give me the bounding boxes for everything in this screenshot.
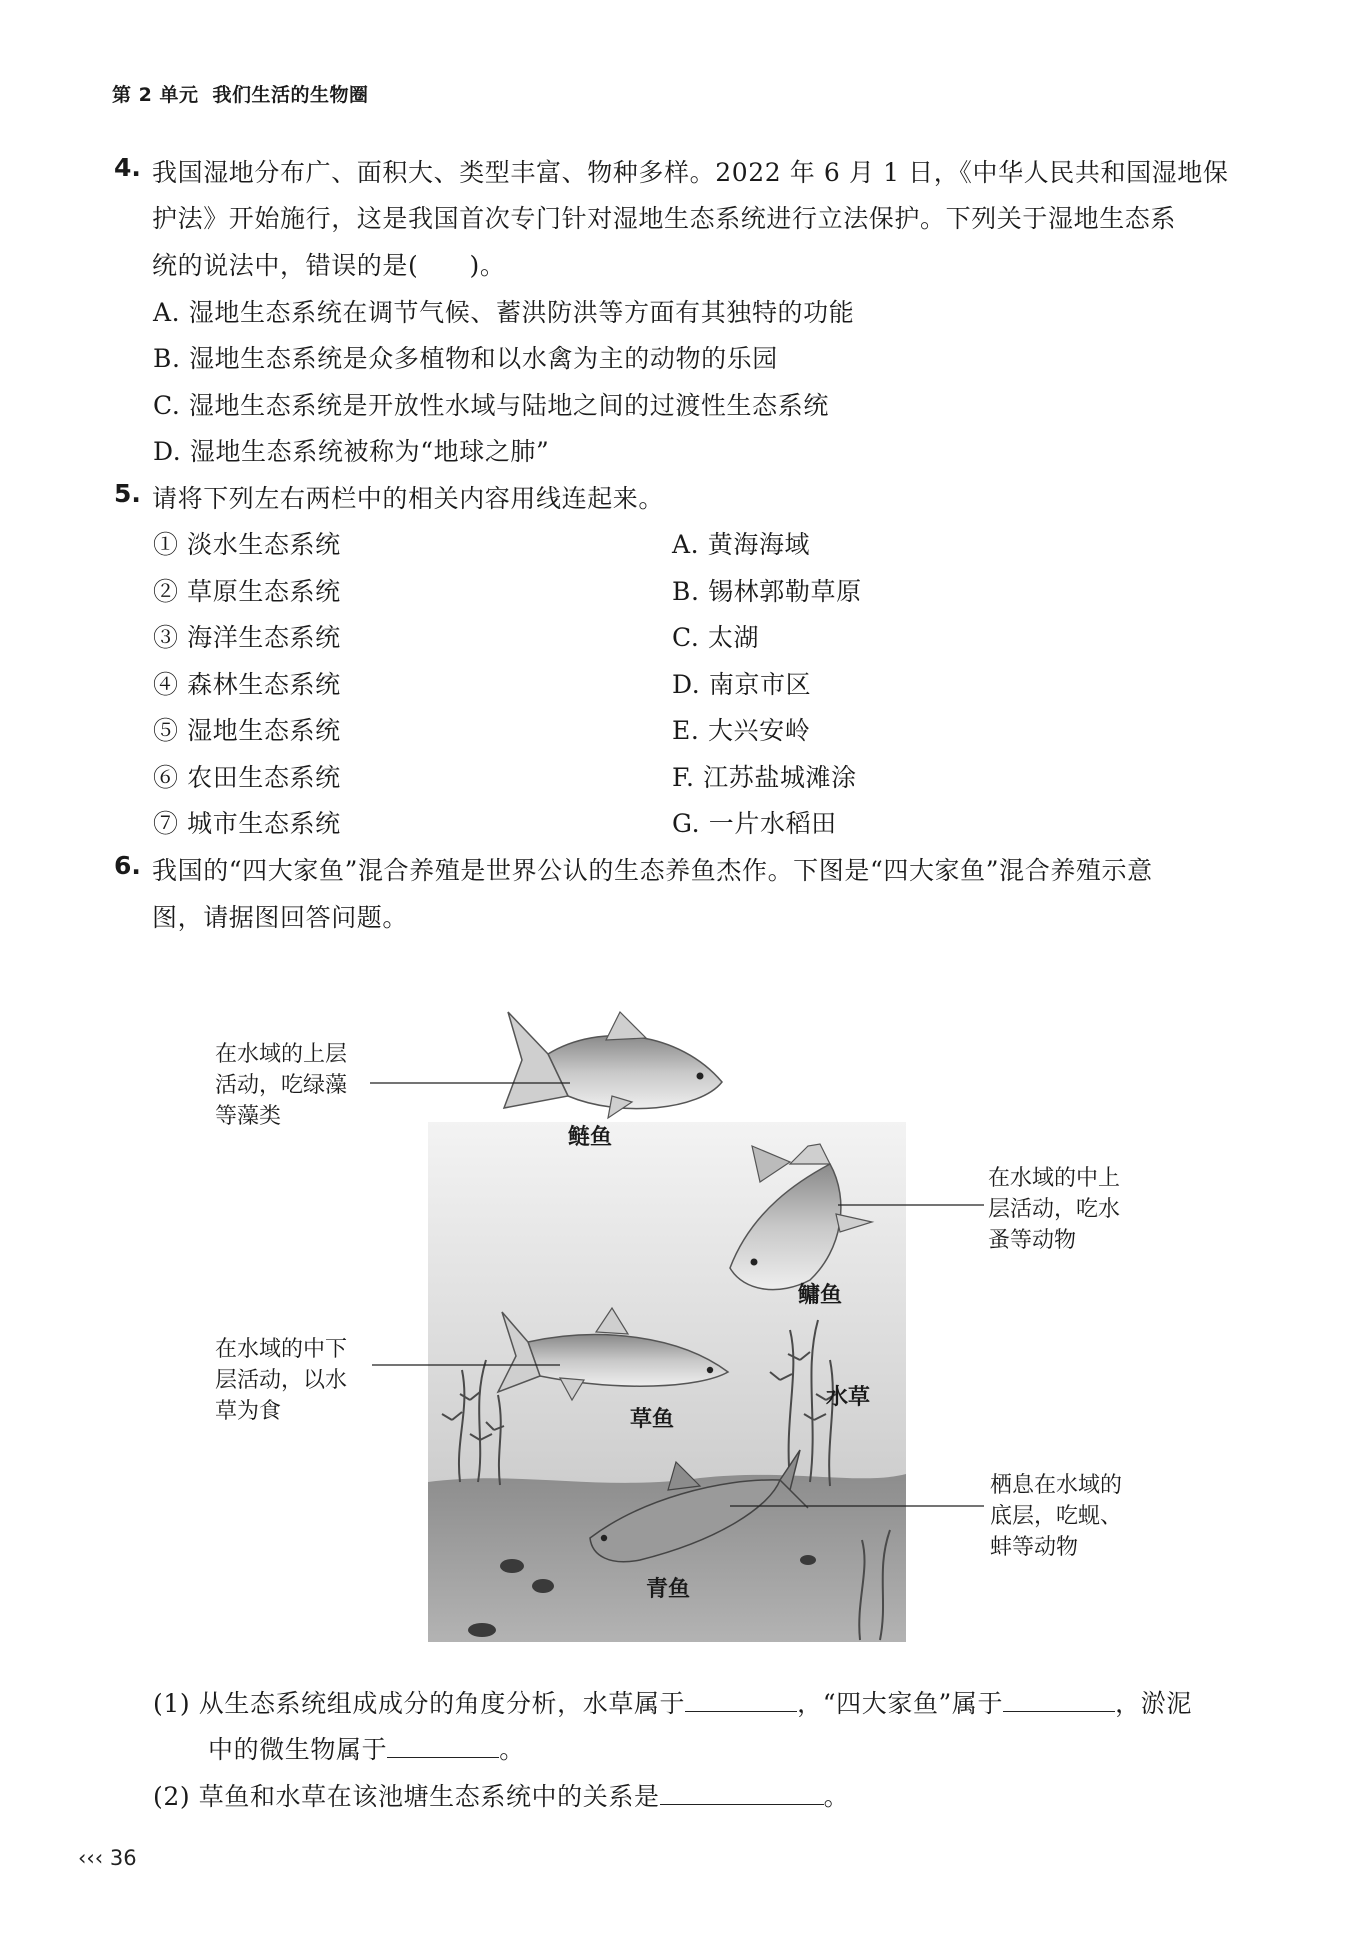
question-text-line: 我国的“四大家鱼”混合养殖是世界公认的生态养鱼杰作。下图是“四大家鱼”混合养殖示意: [152, 856, 1153, 885]
answer-blank[interactable]: [387, 1735, 499, 1758]
desc-line: 蚌等动物: [990, 1535, 1079, 1560]
question-prompt: 请将下列左右两栏中的相关内容用线连起来。: [152, 484, 665, 513]
left-item[interactable]: ① 淡水生态系统: [153, 530, 341, 559]
black-carp-name: 青鱼: [646, 1576, 691, 1602]
sub-text: 。: [499, 1735, 525, 1764]
page-arrows: ‹‹‹: [78, 1846, 104, 1870]
unit-number: 第 2 单元: [112, 84, 199, 106]
option-b: B. 湿地生态系统是众多植物和以水禽为主的动物的乐园: [153, 344, 778, 373]
option-a: A. 湿地生态系统在调节气候、蓄洪防洪等方面有其独特的功能: [153, 298, 855, 327]
sub-question-1-line2: [208, 1730, 525, 1766]
left-item[interactable]: ⑥ 农田生态系统: [153, 763, 341, 792]
desc-line: 蚤等动物: [988, 1228, 1077, 1253]
sub-text: ，“四大家鱼”属于: [797, 1689, 1004, 1718]
desc-line: 在水域的中上: [988, 1166, 1121, 1191]
silver-carp-name: 鲢鱼: [568, 1124, 613, 1150]
right-item[interactable]: C. 太湖: [672, 623, 760, 652]
desc-line: 等藻类: [215, 1104, 282, 1129]
sub-text: 中的微生物属于: [208, 1735, 388, 1764]
bighead-carp-name: 鳙鱼: [798, 1282, 843, 1308]
sub-text: 。: [823, 1782, 850, 1811]
sub-text: (1) 从生态系统组成成分的角度分析，水草属于: [153, 1689, 686, 1718]
question-number: 4.: [114, 153, 141, 182]
water-weed-name: 水草: [826, 1384, 871, 1410]
right-item[interactable]: D. 南京市区: [672, 670, 812, 699]
desc-line: 栖息在水域的: [990, 1473, 1123, 1498]
right-item[interactable]: E. 大兴安岭: [672, 716, 811, 745]
left-item[interactable]: ② 草原生态系统: [153, 577, 341, 606]
left-item[interactable]: ③ 海洋生态系统: [153, 623, 341, 652]
bighead-carp-desc: [988, 1163, 1120, 1256]
question-text-line: 统的说法中，错误的是( )。: [152, 251, 506, 280]
sub-text: ，淤泥: [1115, 1689, 1192, 1718]
sub-text: (2) 草鱼和水草在该池塘生态系统中的关系是: [153, 1782, 660, 1811]
desc-line: 底层，吃蚬、: [990, 1504, 1123, 1529]
desc-line: 活动，吃绿藻: [215, 1073, 348, 1098]
silver-carp-illustration: [504, 1012, 722, 1118]
answer-blank[interactable]: [660, 1782, 824, 1805]
unit-title: 我们生活的生物圈: [212, 84, 369, 106]
desc-line: 草为食: [215, 1399, 282, 1424]
left-item[interactable]: ⑦ 城市生态系统: [153, 809, 341, 838]
sub-question-1-line1: [153, 1684, 1192, 1720]
page-number: 36: [109, 1846, 137, 1870]
answer-blank[interactable]: [685, 1689, 797, 1712]
left-item[interactable]: ⑤ 湿地生态系统: [153, 716, 341, 745]
right-item[interactable]: F. 江苏盐城滩涂: [672, 763, 857, 792]
answer-blank[interactable]: [1003, 1689, 1115, 1712]
option-d: D. 湿地生态系统被称为“地球之肺”: [153, 437, 550, 466]
right-item[interactable]: G. 一片水稻田: [672, 809, 837, 838]
desc-line: 在水域的中下: [215, 1337, 348, 1362]
page-footer: [78, 1846, 137, 1870]
question-number: 6.: [114, 851, 141, 880]
desc-line: 层活动，以水: [215, 1368, 348, 1393]
sub-question-2-line: [153, 1777, 849, 1813]
right-item[interactable]: A. 黄海海域: [672, 530, 811, 559]
question-text-line: 我国湿地分布广、面积大、类型丰富、物种多样。2022 年 6 月 1 日，《中华人民共和国湿地保: [152, 158, 1229, 187]
right-item[interactable]: B. 锡林郭勒草原: [672, 577, 862, 606]
question-text-line: 护法》开始施行，这是我国首次专门针对湿地生态系统进行立法保护。下列关于湿地生态系: [152, 204, 1177, 233]
silver-carp-desc: [215, 1039, 347, 1132]
left-item[interactable]: ④ 森林生态系统: [153, 670, 341, 699]
question-number: 5.: [114, 479, 141, 508]
desc-line: 在水域的上层: [215, 1042, 348, 1067]
option-c: C. 湿地生态系统是开放性水域与陆地之间的过渡性生态系统: [153, 391, 829, 420]
question-text-line: 图，请据图回答问题。: [152, 903, 409, 932]
grass-carp-desc: [215, 1334, 347, 1427]
desc-line: 层活动，吃水: [988, 1197, 1121, 1222]
black-carp-desc: [990, 1470, 1122, 1563]
grass-carp-name: 草鱼: [630, 1406, 675, 1432]
